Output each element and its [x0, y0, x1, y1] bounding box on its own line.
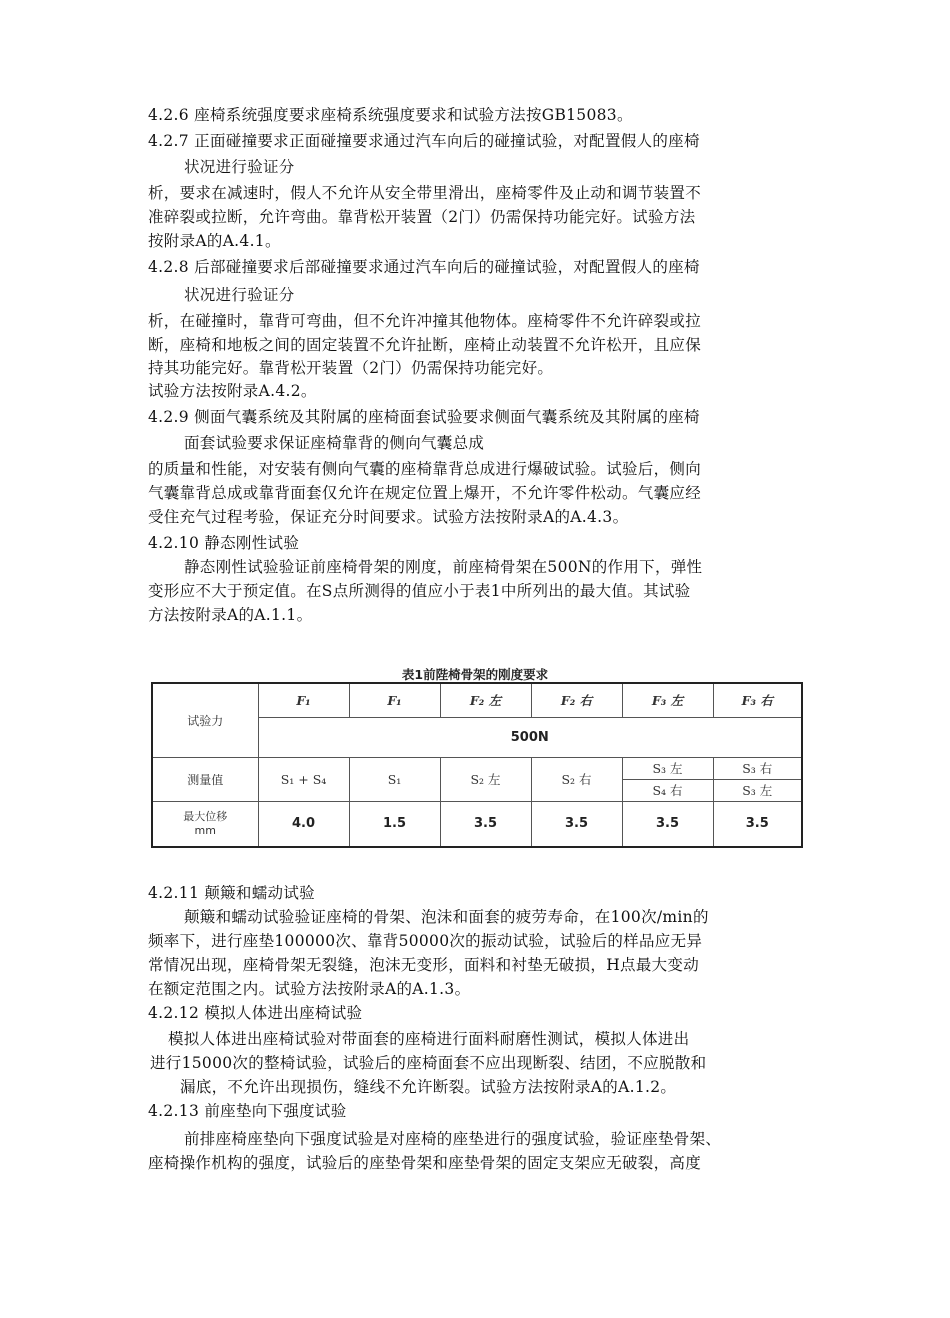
clause-4-2-10: 4.2.10 静态刚性试验	[148, 534, 300, 552]
clause-text: 析，在碰撞时，靠背可弯曲，但不允许冲撞其他物体。座椅零件不允许碎裂或拉	[148, 312, 702, 330]
table-header: F₂ 右	[531, 683, 622, 717]
table-header: F₁	[258, 683, 349, 717]
clause-text: 变形应不大于预定值。在S点所测得的值应小于表1中所列出的最大值。其试验	[148, 582, 691, 600]
clause-text: 气囊靠背总成或靠背面套仅允许在规定位置上爆开，不允许零件松动。气囊应经	[148, 484, 702, 502]
disp-label-text: 最大位移	[183, 809, 228, 823]
table-cell: S₁ + S₄	[258, 757, 349, 801]
clause-4-2-9: 4.2.9 侧面气囊系统及其附属的座椅面套试验要求侧面气囊系统及其附属的座椅	[148, 408, 700, 426]
table-header: F₃ 右	[713, 683, 802, 717]
force-row-label: 试验力	[152, 683, 258, 757]
clause-4-2-7: 4.2.7 正面碰撞要求正面碰撞要求通过汽车向后的碰撞试验，对配置假人的座椅	[148, 132, 700, 150]
table-header: F₃ 左	[622, 683, 713, 717]
table-cell: 3.5	[440, 801, 531, 847]
clause-4-2-11: 4.2.11 颠簸和蠕动试验	[148, 884, 315, 902]
clause-text: 静态刚性试验验证前座椅骨架的刚度，前座椅骨架在500N的作用下，弹性	[184, 558, 703, 576]
clause-text: 进行15000次的整椅试验，试验后的座椅面套不应出现断裂、结团，不应脱散和	[150, 1054, 707, 1072]
table-cell: S₃ 左	[713, 779, 802, 801]
table-cell: 4.0	[258, 801, 349, 847]
clause-text: 漏底，不允许出现损伤，缝线不允许断裂。试验方法按附录A的A.1.2。	[180, 1078, 677, 1096]
force-value: 500N	[258, 717, 802, 757]
table-header: F₁	[349, 683, 440, 717]
clause-4-2-12: 4.2.12 模拟人体进出座椅试验	[148, 1004, 363, 1022]
clause-text: 在额定范围之内。试验方法按附录A的A.1.3。	[148, 980, 471, 998]
table-cell: 3.5	[531, 801, 622, 847]
clause-text: 方法按附录A的A.1.1。	[148, 606, 313, 624]
clause-text: 频率下，进行座垫100000次、靠背50000次的振动试验，试验后的样品应无异	[148, 932, 703, 950]
table-cell: S₁	[349, 757, 440, 801]
clause-4-2-13: 4.2.13 前座垫向下强度试验	[148, 1102, 347, 1120]
clause-text: 面套试验要求保证座椅靠背的侧向气囊总成	[184, 434, 485, 452]
table-cell: 3.5	[622, 801, 713, 847]
disp-row-label	[152, 801, 258, 847]
table-cell: S₂ 右	[531, 757, 622, 801]
clause-text: 持其功能完好。靠背松开装置（2门）仍需保持功能完好。	[148, 359, 554, 377]
clause-text: 试验方法按附录A.4.2。	[148, 382, 317, 400]
stiffness-table	[151, 682, 803, 848]
clause-text: 的质量和性能，对安装有侧向气囊的座椅靠背总成进行爆破试验。试验后，侧向	[148, 460, 702, 478]
clause-text: 受住充气过程考验，保证充分时间要求。试验方法按附录A的A.4.3。	[148, 508, 629, 526]
clause-text: 准碎裂或拉断，允许弯曲。靠背松开装置（2门）仍需保持功能完好。试验方法	[148, 208, 696, 226]
table-cell: S₃ 右	[713, 757, 802, 779]
clause-text: 座椅操作机构的强度，试验后的座垫骨架和座垫骨架的固定支架应无破裂，高度	[148, 1154, 702, 1172]
clause-text: 断，座椅和地板之间的固定装置不允许扯断，座椅止动装置不允许松开，且应保	[148, 336, 702, 354]
table-cell: S₃ 左	[622, 757, 713, 779]
clause-4-2-6: 4.2.6 座椅系统强度要求座椅系统强度要求和试验方法按GB15083。	[148, 106, 633, 124]
measure-row-label: 测量值	[152, 757, 258, 801]
disp-unit-text: mm	[194, 823, 216, 837]
table-cell: S₄ 右	[622, 779, 713, 801]
clause-text: 按附录A的A.4.1。	[148, 232, 281, 250]
table-title: 表1前陛椅骨架的刚度要求	[401, 667, 549, 682]
table-cell: 3.5	[713, 801, 802, 847]
clause-text: 状况进行验证分	[184, 158, 295, 176]
clause-4-2-8: 4.2.8 后部碰撞要求后部碰撞要求通过汽车向后的碰撞试验，对配置假人的座椅	[148, 258, 700, 276]
clause-text: 常情况出现，座椅骨架无裂缝，泡沫无变形，面料和衬垫无破损，H点最大变动	[148, 956, 700, 974]
table-cell: 1.5	[349, 801, 440, 847]
clause-text: 析，要求在减速时，假人不允许从安全带里滑出，座椅零件及止动和调节装置不	[148, 184, 702, 202]
table-cell: S₂ 左	[440, 757, 531, 801]
table-header: F₂ 左	[440, 683, 531, 717]
clause-text: 颠簸和蠕动试验验证座椅的骨架、泡沫和面套的疲劳寿命，在100次/min的	[184, 908, 709, 926]
clause-text: 前排座椅座垫向下强度试验是对座椅的座垫进行的强度试验，验证座垫骨架、	[184, 1130, 722, 1148]
clause-text: 状况进行验证分	[184, 286, 295, 304]
clause-text: 模拟人体进出座椅试验对带面套的座椅进行面料耐磨性测试，模拟人体进出	[168, 1030, 690, 1048]
